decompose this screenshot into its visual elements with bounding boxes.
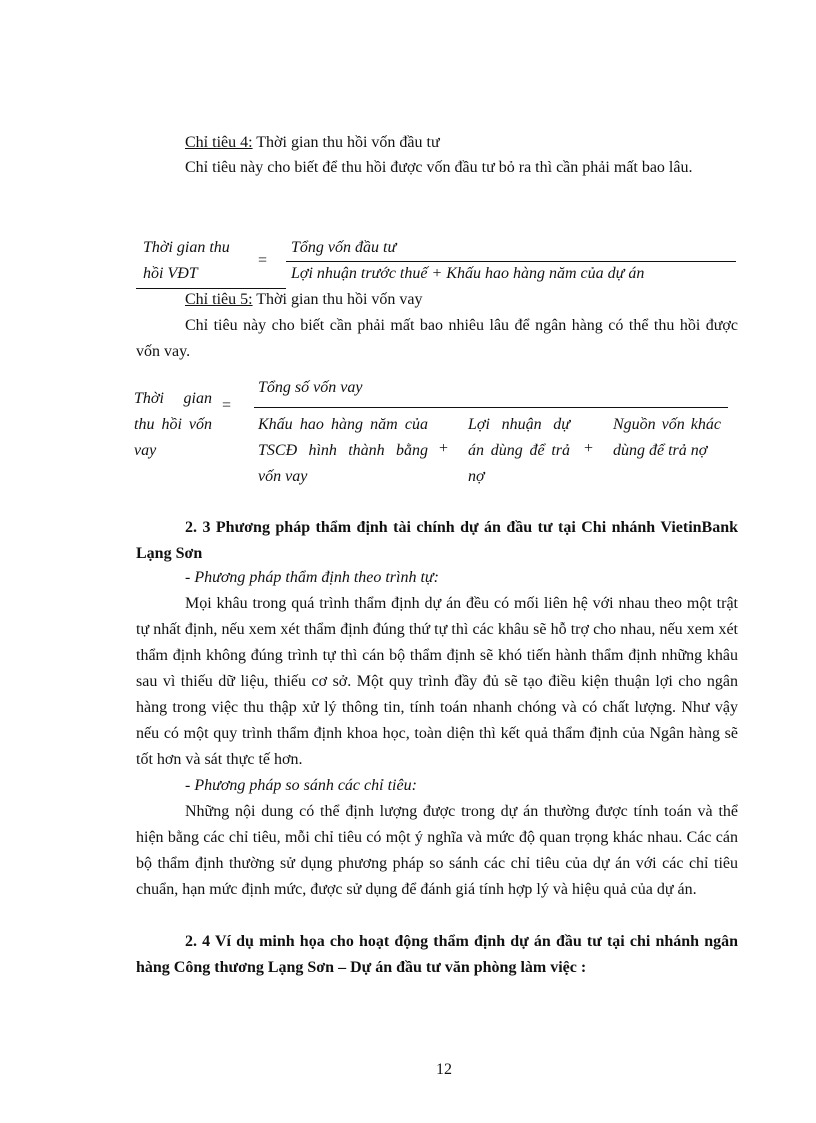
indicator4-heading <box>185 133 440 153</box>
section24-heading: 2. 4 Ví dụ minh họa cho hoạt động thẩm định dự án đầu tư tại chi nhánh ngân hàng Công thương Lạng Sơn – Dự án đầu tư văn phòng làm việc : <box>136 933 738 976</box>
formula2-term3: Nguồn vốn khác dùng để trả nợ <box>613 416 721 459</box>
indicator5-description: Chỉ tiêu này cho biết cần phải mất bao nhiêu lâu để ngân hàng có thể thu hồi được vốn vay. <box>136 317 738 360</box>
formula1-lhs-line2: hồi VĐT <box>143 265 198 282</box>
indicator4-label: Chỉ tiêu 4: <box>185 134 253 151</box>
section23-sub2: - Phương pháp so sánh các chỉ tiêu: <box>185 777 417 794</box>
indicator5-title: Thời gian thu hồi vốn vay <box>252 291 423 308</box>
formula1-denominator: Lợi nhuận trước thuế + Khấu hao hàng năm của dự án <box>291 265 645 282</box>
formula2-numerator: Tổng số vốn vay <box>258 379 363 396</box>
section23-para2: Những nội dung có thể định lượng được trong dự án thường được tính toán và thể hiện bằng các chỉ tiêu, mỗi chỉ tiêu có một ý nghĩa và mức độ quan trọng khác nhau. Các cán bộ thẩm định thường sử dụng phương pháp so sánh các chỉ tiêu của dự án với các chỉ tiêu chuẩn, hạn mức định mức, được sử dụng để đánh giá tính hợp lý và hiệu quả của dự án. <box>136 803 738 898</box>
formula2-plus2: + <box>584 440 594 457</box>
section23-sub1: - Phương pháp thẩm định theo trình tự: <box>185 569 439 586</box>
formula1-lhs-line1: Thời gian thu <box>143 239 230 256</box>
formula1-equals: = <box>258 252 268 269</box>
indicator4-title: Thời gian thu hồi vốn đầu tư <box>252 134 440 151</box>
formula1-lhs-rule <box>136 288 286 289</box>
formula2-term2: Lợi nhuận dự án dùng để trả nợ <box>468 416 570 485</box>
formula2-lhs: Thời gian thu hồi vốn vay <box>134 390 212 459</box>
formula2-term1: Khấu hao hàng năm của TSCĐ hình thành bằng vốn vay <box>258 416 428 485</box>
indicator5-heading <box>185 290 423 310</box>
formula2-fraction-bar <box>254 407 728 408</box>
section23-para1: Mọi khâu trong quá trình thẩm định dự án đều có mối liên hệ với nhau theo một trật tự nhất định, nếu xem xét thẩm định đúng thứ tự thì các khâu sẽ hỗ trợ cho nhau, nếu xem xét thẩm định không đúng trình tự thì cán bộ thẩm định sẽ khó tiến hành thẩm định những khâu sau vì thiếu dữ liệu, thiếu cơ sở. Một quy trình đầy đủ sẽ tạo điều kiện thuận lợi cho ngân hàng trong việc thu thập xử lý thông tin, tính toán nhanh chóng và có chất lượng. Như vậy nếu có một quy trình thẩm định khoa học, toàn diện thì kết quả thẩm định của Ngân hàng sẽ tốt hơn và sát thực tế hơn. <box>136 595 738 768</box>
formula1-numerator: Tổng vốn đầu tư <box>291 239 397 256</box>
indicator5-label: Chỉ tiêu 5: <box>185 291 253 308</box>
formula2-plus1: + <box>439 440 449 457</box>
indicator4-description: Chỉ tiêu này cho biết để thu hồi được vốn đầu tư bỏ ra thì cần phải mất bao lâu. <box>185 159 693 176</box>
page-number: 12 <box>436 1061 452 1078</box>
formula2-equals: = <box>222 397 232 414</box>
section23-heading: 2. 3 Phương pháp thẩm định tài chính dự án đầu tư tại Chi nhánh VietinBank Lạng Sơn <box>136 519 738 562</box>
formula1-fraction-bar <box>286 261 736 262</box>
